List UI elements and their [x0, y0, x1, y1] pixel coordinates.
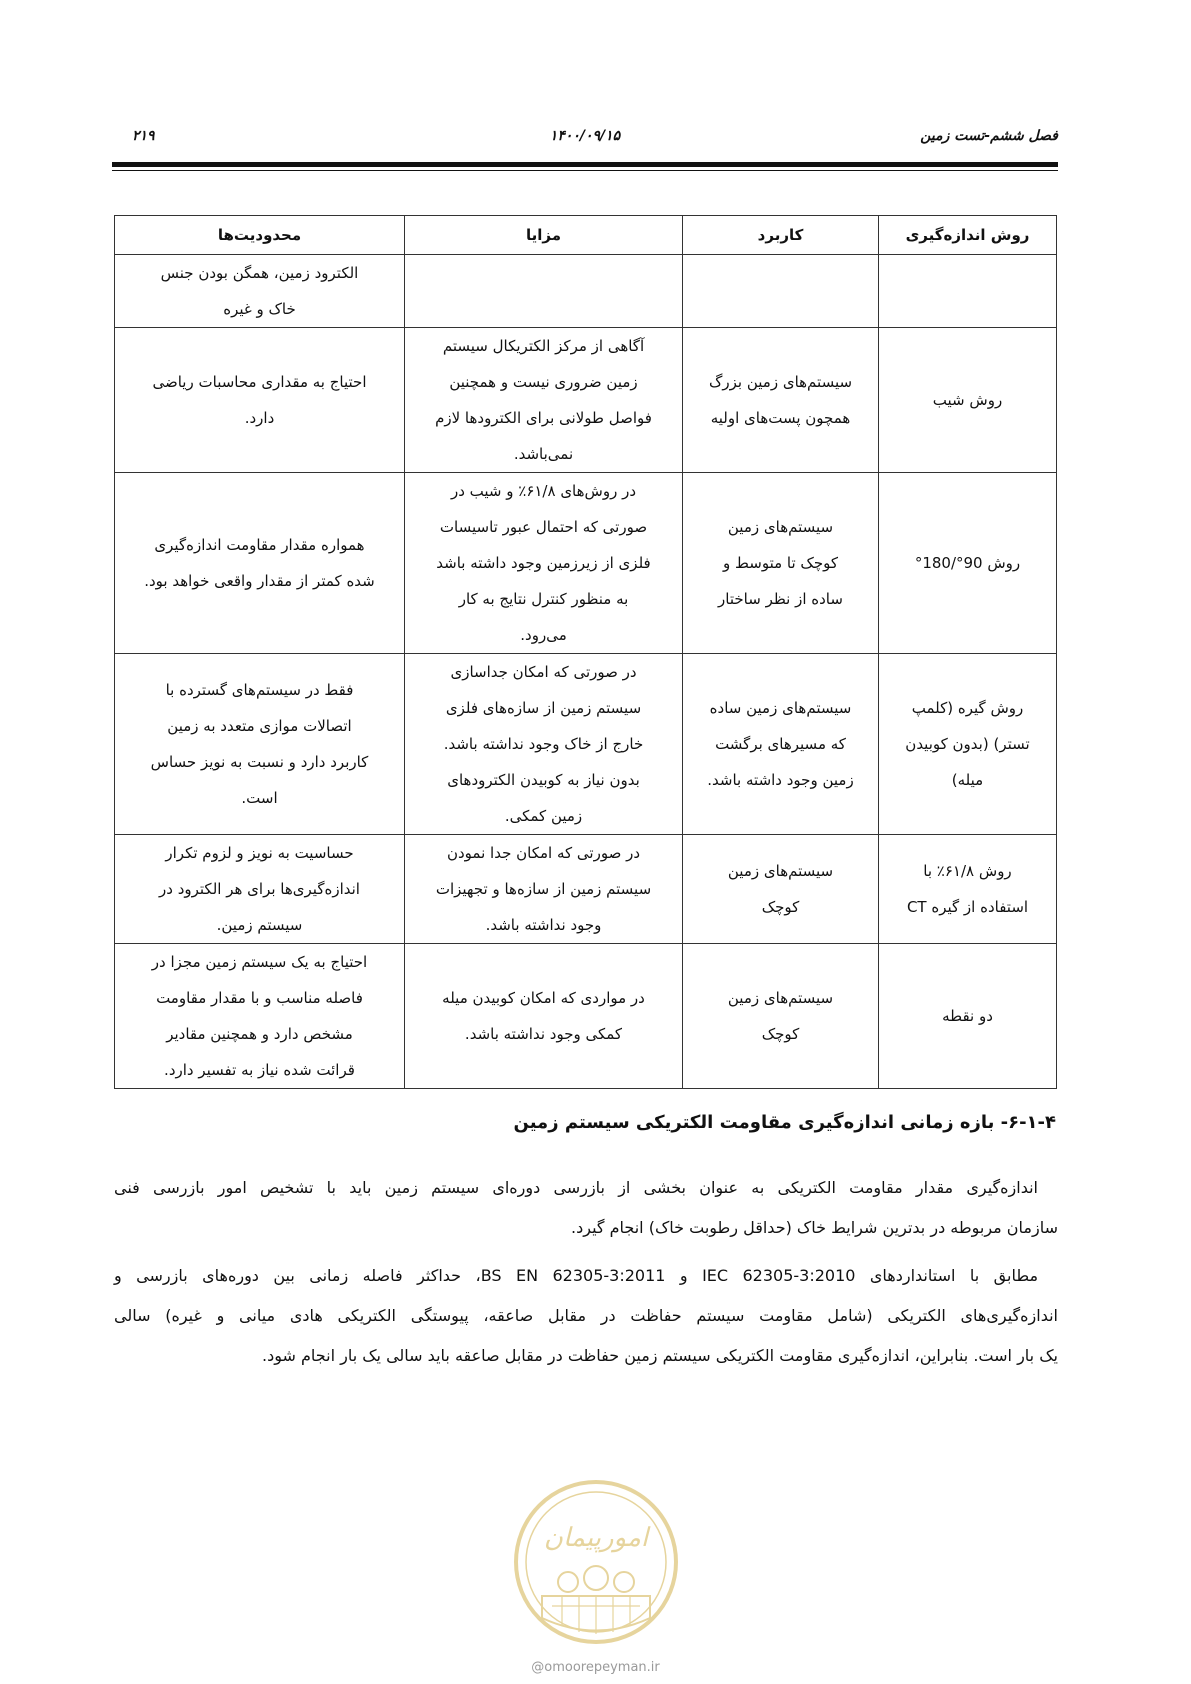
header-advantages: مزایا [405, 216, 683, 255]
cell-line: شده کمتر از مقدار واقعی خواهد بود. [144, 572, 375, 590]
page-number: ۲۱۹ [132, 128, 155, 144]
cell-advantages [405, 473, 683, 654]
cell-line: در روش‌های ۶۱/۸٪ و شیب در [450, 482, 637, 500]
cell-method [879, 835, 1057, 944]
cell-line: سیستم زمین از سازه‌های فلزی [445, 699, 642, 717]
paragraph-line: مطابق با استانداردهای IEC 62305-3:2010 و BS EN 62305-3:2011، حداکثر فاصله زمانی بین دوره‌های بازرسی و [114, 1266, 1039, 1285]
cell-limitations [115, 944, 405, 1089]
cell-method [879, 473, 1057, 654]
cell-line: الکترود زمین، همگن بودن جنس [160, 264, 359, 282]
page-header [112, 128, 1058, 154]
table-row [115, 654, 1057, 835]
table-row [115, 328, 1057, 473]
cell-line: در صورتی که امکان جداسازی [450, 663, 637, 681]
measurement-methods-table [114, 215, 1057, 1089]
table-body [115, 255, 1057, 1089]
paragraph-1 [114, 1168, 1058, 1248]
paragraph-line: اندازه‌گیری مقدار مقاومت الکتریکی به عنوان بخشی از بازرسی دوره‌ای سیستم زمین باید با تشخیص امور بازرسی فنی [114, 1178, 1038, 1197]
cell-line: روش شیب [932, 391, 1003, 409]
header-usage: کاربرد [683, 216, 879, 255]
cell-advantages [405, 328, 683, 473]
paragraph-line: سازمان مربوطه در بدترین شرایط خاک (حداقل رطوبت خاک) انجام گیرد. [571, 1218, 1058, 1237]
cell-line: فقط در سیستم‌های گسترده با [165, 681, 354, 699]
header-limitations: محدودیت‌ها [115, 216, 405, 255]
cell-advantages [405, 944, 683, 1089]
cell-line: مشخص دارد و همچنین مقادیر [166, 1025, 353, 1043]
cell-line: ساده از نظر ساختار [718, 590, 843, 608]
cell-line: کوچک [761, 1025, 800, 1043]
table-row [115, 473, 1057, 654]
cell-line: می‌رود. [520, 626, 567, 644]
cell-line: خاک و غیره [223, 300, 296, 318]
cell-line: وجود نداشته باشد. [485, 916, 602, 934]
cell-line: زمین وجود داشته باشد. [707, 771, 854, 789]
cell-line: روش ۶۱/۸٪ با [923, 862, 1012, 880]
cell-line: تستر) (بدون کوبیدن [905, 735, 1030, 753]
cell-line: کوچک [761, 898, 800, 916]
cell-usage [683, 944, 879, 1089]
cell-line: اتصالات موازی متعدد به زمین [167, 717, 352, 735]
cell-line: روش ‎°180/°90 [914, 554, 1021, 572]
cell-line: سیستم‌های زمین [727, 862, 834, 880]
cell-method [879, 255, 1057, 328]
cell-usage [683, 654, 879, 835]
header-method: روش اندازه‌گیری [879, 216, 1057, 255]
cell-line: احتیاج به مقداری محاسبات ریاضی [152, 373, 367, 391]
cell-line: است. [241, 789, 278, 807]
cell-line: همچون پست‌های اولیه [710, 409, 851, 427]
cell-line: در صورتی که امکان جدا نمودن [446, 844, 641, 862]
cell-limitations [115, 255, 405, 328]
cell-line: کاربرد دارد و نسبت به نویز حساس [150, 753, 369, 771]
cell-line: زمین ضروری نیست و همچنین [449, 373, 638, 391]
cell-line: فلزی از زیرزمین وجود داشته باشد [436, 554, 651, 572]
paragraph-2 [114, 1256, 1058, 1376]
table-header-row [115, 216, 1057, 255]
section-title: ۶-۱-۴- بازه زمانی اندازه‌گیری مقاومت الکتریکی سیستم زمین [513, 1112, 1056, 1133]
cell-method [879, 944, 1057, 1089]
cell-line: روش گیره (کلمپ [911, 699, 1024, 717]
cell-line: آگاهی از مرکز الکتریکال سیستم [442, 337, 645, 355]
paragraph-line: یک بار است. بنابراین، اندازه‌گیری مقاومت الکتریکی سیستم زمین حفاظت در مقابل صاعقه باید سالی یک بار انجام شود. [262, 1346, 1058, 1365]
cell-line: دارد. [244, 409, 275, 427]
cell-advantages [405, 255, 683, 328]
cell-line: صورتی که احتمال عبور تاسیسات [439, 518, 648, 536]
cell-method [879, 328, 1057, 473]
cell-line: احتیاج به یک سیستم زمین مجزا در [151, 953, 368, 971]
cell-line: فواصل طولانی برای الکترودها لازم [435, 409, 652, 427]
cell-limitations [115, 654, 405, 835]
cell-line: سیستم‌های زمین ساده [709, 699, 852, 717]
cell-limitations [115, 328, 405, 473]
cell-line: دو نقطه [942, 1007, 993, 1025]
cell-line: بدون نیاز به کوبیدن الکترودهای [447, 771, 640, 789]
watermark-logo [512, 1478, 680, 1646]
cell-limitations [115, 835, 405, 944]
cell-line: که مسیرهای برگشت [715, 735, 846, 753]
cell-line: خارج از خاک وجود نداشته باشد. [443, 735, 644, 753]
cell-method [879, 654, 1057, 835]
cell-line: زمین کمکی. [504, 807, 583, 825]
cell-line: کمکی وجود نداشته باشد. [464, 1025, 623, 1043]
cell-advantages [405, 654, 683, 835]
watermark-logo-text: امورپیمان [543, 1523, 649, 1553]
cell-line: میله) [951, 771, 984, 789]
cell-line: سیستم زمین. [216, 916, 303, 934]
cell-usage [683, 255, 879, 328]
table-row [115, 944, 1057, 1089]
cell-line: به منظور کنترل نتایج به کار [458, 590, 629, 608]
chapter-title: فصل ششم-تست زمین [920, 128, 1058, 144]
cell-usage [683, 473, 879, 654]
cell-line: در مواردی که امکان کوبیدن میله [442, 989, 645, 1007]
table-row [115, 835, 1057, 944]
header-date: ۱۴۰۰/۰۹/۱۵ [549, 128, 621, 144]
cell-advantages [405, 835, 683, 944]
cell-line: سیستم‌های زمین [727, 989, 834, 1007]
cell-line: حساسیت به نویز و لزوم تکرار [165, 844, 354, 862]
cell-line: کوچک تا متوسط و [723, 554, 838, 572]
cell-line: قرائت شده نیاز به تفسیر دارد. [164, 1061, 355, 1079]
cell-limitations [115, 473, 405, 654]
cell-line: سیستم‌های زمین بزرگ [708, 373, 853, 391]
header-rule-thin [112, 170, 1058, 171]
paragraph-line: اندازه‌گیری‌های الکتریکی (شامل مقاومت سیستم حفاظت در مقابل صاعقه، پیوستگی الکتریکی هادی میانی و غیره) سالی [114, 1306, 1058, 1325]
cell-line: همواره مقدار مقاومت اندازه‌گیری [154, 536, 365, 554]
cell-line: اندازه‌گیری‌ها برای هر الکترود در [159, 880, 360, 898]
table-row [115, 255, 1057, 328]
cell-line: فاصله مناسب و با مقدار مقاومت [156, 989, 363, 1007]
cell-usage [683, 328, 879, 473]
cell-line: سیستم‌های زمین [727, 518, 834, 536]
cell-usage [683, 835, 879, 944]
cell-line: استفاده از گیره CT [906, 898, 1029, 916]
cell-line: سیستم زمین از سازه‌ها و تجهیزات [435, 880, 652, 898]
cell-line: نمی‌باشد. [513, 445, 574, 463]
header-rule-thick [112, 162, 1058, 167]
watermark-handle: @omoorepeyman.ir [531, 1660, 660, 1675]
